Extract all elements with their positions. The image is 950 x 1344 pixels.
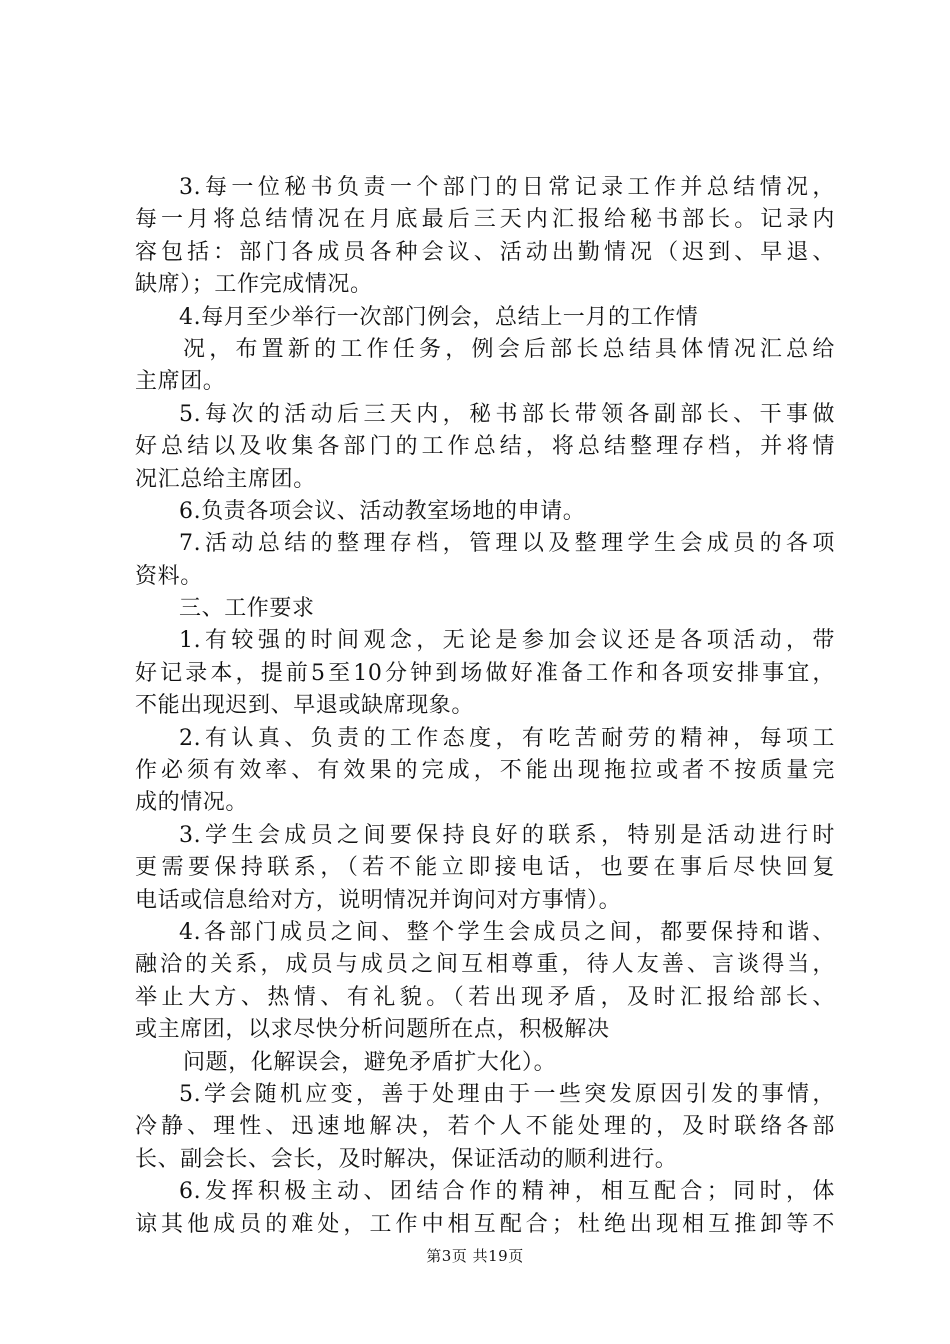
text-line: 况汇总给主席团。 [135, 466, 316, 492]
text-line: 融洽的关系，成员与成员之间互相尊重，待人友善、言谈得当， [135, 952, 835, 978]
text-line: 7.活动总结的整理存档，管理以及整理学生会成员的各项 [179, 531, 835, 557]
text-line: 长、副会长、会长，及时解决，保证活动的顺利进行。 [135, 1146, 678, 1172]
text-line: 电话或信息给对方，说明情况并询问对方事情）。 [135, 887, 622, 913]
text-line: 冷静、理性、迅速地解决，若个人不能处理的，及时联络各部 [135, 1114, 835, 1140]
text-line: 三、工作要求 [179, 596, 315, 622]
text-line: 每一月将总结情况在月底最后三天内汇报给秘书部长。记录内 [135, 207, 835, 233]
text-line: 3.学生会成员之间要保持良好的联系，特别是活动进行时 [179, 822, 835, 848]
text-line: 4.各部门成员之间、整个学生会成员之间，都要保持和谐、 [179, 919, 835, 945]
text-line: 4.每月至少举行一次部门例会，总结上一月的工作情 [179, 304, 699, 330]
text-line: 作必须有效率、有效果的完成，不能出现拖拉或者不按质量完 [135, 758, 835, 784]
text-line: 更需要保持联系，（若不能立即接电话，也要在事后尽快回复 [135, 855, 835, 881]
text-line: 3.每一位秘书负责一个部门的日常记录工作并总结情况， [179, 175, 835, 200]
body-text [135, 172, 835, 1241]
text-line: 不能出现迟到、早退或缺席现象。 [135, 693, 475, 719]
text-line: 举止大方、热情、有礼貌。（若出现矛盾，及时汇报给部长、 [135, 984, 835, 1010]
text-line: 缺席）；工作完成情况。 [135, 272, 373, 298]
text-line: 况，布置新的工作任务，例会后部长总结具体情况汇总给 [183, 336, 835, 362]
text-line: 容包括：部门各成员各种会议、活动出勤情况（迟到、早退、 [135, 239, 835, 265]
text-line: 成的情况。 [135, 790, 249, 816]
text-line: 谅其他成员的难处，工作中相互配合；杜绝出现相互推卸等不 [135, 1211, 835, 1237]
text-line: 1.有较强的时间观念，无论是参加会议还是各项活动，带 [179, 628, 835, 654]
text-line: 5.学会随机应变，善于处理由于一些突发原因引发的事情， [179, 1081, 835, 1107]
text-line: 6.负责各项会议、活动教室场地的申请。 [179, 498, 586, 524]
text-line: 2.有认真、负责的工作态度，有吃苦耐劳的精神，每项工 [179, 725, 835, 751]
text-line: 或主席团，以求尽快分析问题所在点，积极解决 [135, 1017, 610, 1043]
text-line: 5.每次的活动后三天内，秘书部长带领各副部长、干事做 [179, 401, 835, 427]
text-line: 资料。 [135, 563, 203, 589]
text-line: 好记录本，提前5至10分钟到场做好准备工作和各项安排事宜， [135, 660, 835, 686]
page-footer: 第3页 共19页 [426, 1247, 524, 1265]
text-line: 问题，化解误会，避免矛盾扩大化）。 [183, 1049, 557, 1075]
text-line: 好总结以及收集各部门的工作总结，将总结整理存档，并将情 [135, 434, 835, 460]
text-line: 主席团。 [135, 369, 226, 395]
text-line: 6.发挥积极主动、团结合作的精神，相互配合；同时，体 [179, 1179, 835, 1205]
